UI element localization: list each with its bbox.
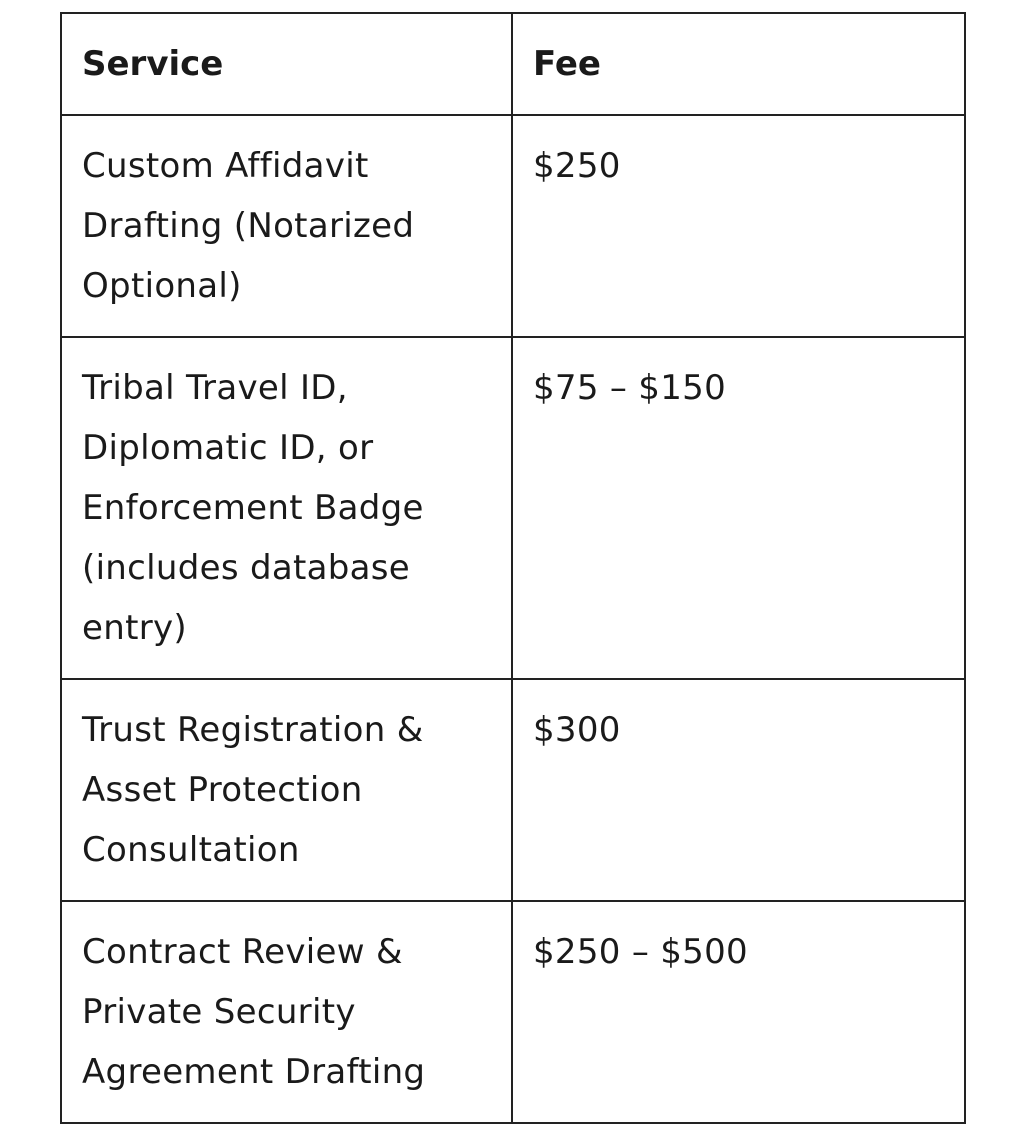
table-header <box>61 13 965 115</box>
service-column-header: Service <box>61 13 512 115</box>
service-cell <box>61 115 512 337</box>
fee-text: $250 – $500 <box>533 932 748 972</box>
service-cell <box>61 679 512 901</box>
fee-cell <box>512 115 965 337</box>
fee-cell <box>512 337 965 679</box>
table-row <box>61 337 965 679</box>
table-row <box>61 115 965 337</box>
fee-table <box>60 12 966 1124</box>
fee-cell <box>512 901 965 1123</box>
table-row <box>61 901 965 1123</box>
header-row <box>61 13 965 115</box>
table-body <box>61 115 965 1123</box>
fee-cell <box>512 679 965 901</box>
fee-text: $300 <box>533 710 621 750</box>
fee-column-header: Fee <box>512 13 965 115</box>
service-text: Custom Affidavit Drafting (Notarized Optional) <box>82 146 415 306</box>
service-cell <box>61 901 512 1123</box>
service-text: Contract Review & Private Security Agreement Drafting <box>82 932 426 1092</box>
table-row <box>61 679 965 901</box>
service-text: Trust Registration & Asset Protection Consultation <box>82 710 424 870</box>
service-cell <box>61 337 512 679</box>
fee-text: $250 <box>533 146 621 186</box>
fee-text: $75 – $150 <box>533 368 727 408</box>
service-text: Tribal Travel ID, Diplomatic ID, or Enforcement Badge (includes database entry) <box>82 368 424 648</box>
